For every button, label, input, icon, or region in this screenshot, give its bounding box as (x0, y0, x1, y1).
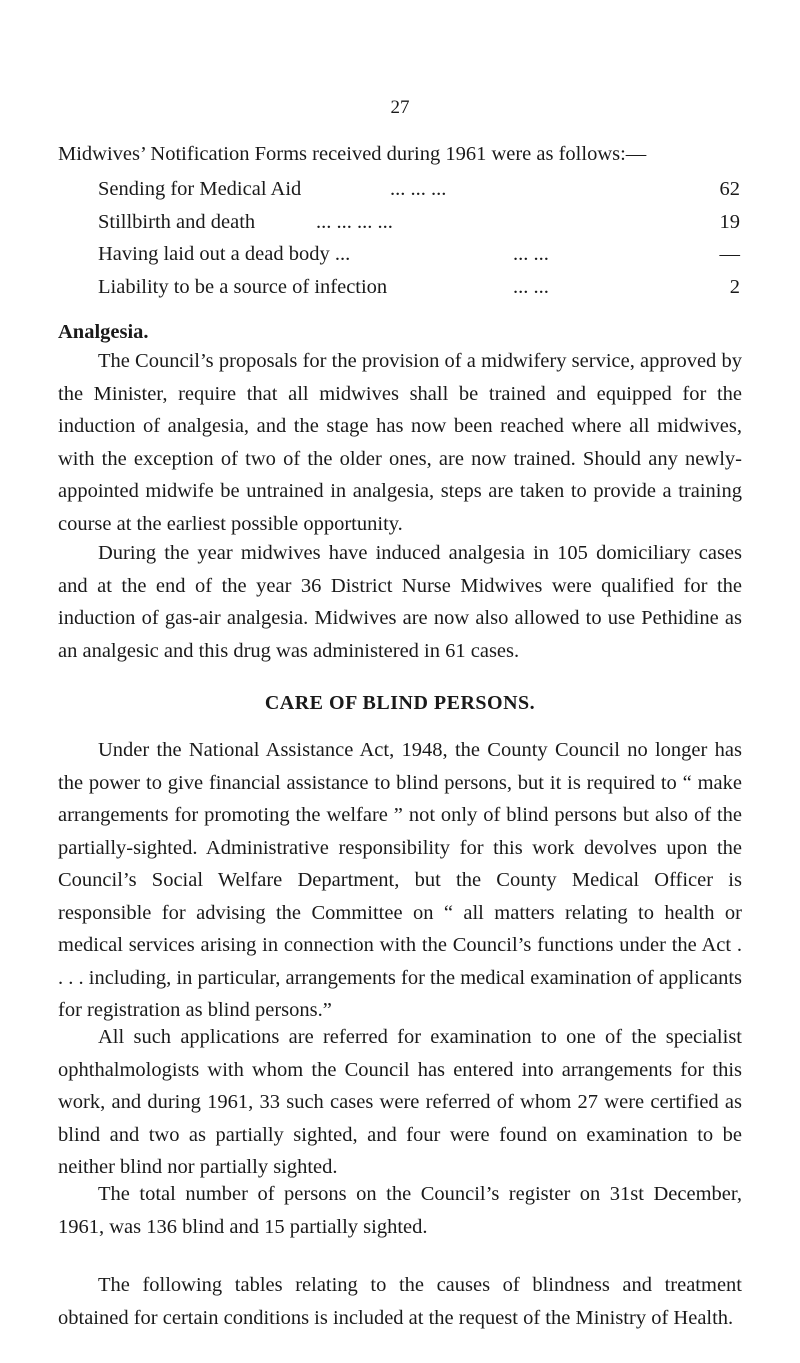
notification-label: Stillbirth and death (98, 210, 256, 233)
notification-forms-list (98, 178, 740, 308)
notification-intro: Midwives’ Notification Forms received during 1961 were as follows:— (58, 143, 647, 165)
page-number: 27 (390, 97, 410, 118)
analgesia-paragraph-1: The Council’s proposals for the provision of a midwifery service, approved by the Minister, require that all midwives shall be trained and equipped for the induction of analgesia, and the stage has now been reached where all midwives, with the exception of two of the older ones, are now trained. Should any newly-appointed midwife be untrained in analgesia, steps are taken to provide a training course at the earliest possible opportunity. (58, 350, 742, 535)
notification-count: 2 (729, 275, 740, 298)
blind-paragraph-2: All such applications are referred for examination to one of the specialist ophthalmologists with whom the Council has entered into arrangements for this work, and during 1961, 33 such cases were referred of whom 27 were certified as blind and two as partially sighted, and four were found on examination to be neither blind nor partially sighted. (58, 1026, 742, 1178)
notification-row (98, 243, 740, 276)
notification-count: 19 (719, 210, 740, 233)
leader-dots: ... ... (513, 243, 549, 265)
analgesia-heading: Analgesia. (58, 321, 149, 343)
notification-label: Liability to be a source of infection (98, 275, 388, 298)
blind-persons-heading: CARE OF BLIND PERSONS. (264, 692, 536, 714)
blind-paragraph-4: The following tables relating to the causes of blindness and treatment obtained for certain conditions is included at the request of the Ministry of Health. (58, 1274, 742, 1329)
notification-label: Having laid out a dead body ... (98, 243, 351, 265)
notification-count: — (719, 243, 740, 265)
notification-count: 62 (719, 178, 740, 200)
leader-dots: ... ... ... ... (316, 210, 393, 233)
leader-dots: ... ... ... (390, 178, 447, 200)
blind-paragraph-1: Under the National Assistance Act, 1948, the County Council no longer has the power to give financial assistance to blind persons, but it is required to “ make arrangements for promoting the welfare ” not only of blind persons but also of the partially-sighted. Administrative responsibility for this work devolves upon the Council’s Social Welfare Department, but the County Medical Officer is responsible for advising the Committee on “ all matters relating to health or medical services arising in connection with the Council’s functions under the Act . . . . including, in particular, arrangements for the medical examination of applicants for registration as blind persons.” (58, 739, 742, 1021)
blind-paragraph-3: The total number of persons on the Council’s register on 31st December, 1961, was 136 blind and 15 partially sighted. (58, 1183, 742, 1238)
notification-row (98, 276, 740, 309)
notification-row (98, 178, 740, 211)
analgesia-paragraph-2: During the year midwives have induced analgesia in 105 domiciliary cases and at the end of the year 36 District Nurse Midwives were qualified for the induction of gas-air analgesia. Midwives are now also allowed to use Pethidine as an analgesic and this drug was administered in 61 cases. (58, 542, 742, 662)
leader-dots: ... ... (513, 275, 549, 298)
notification-label: Sending for Medical Aid (98, 178, 302, 200)
notification-row (98, 211, 740, 244)
